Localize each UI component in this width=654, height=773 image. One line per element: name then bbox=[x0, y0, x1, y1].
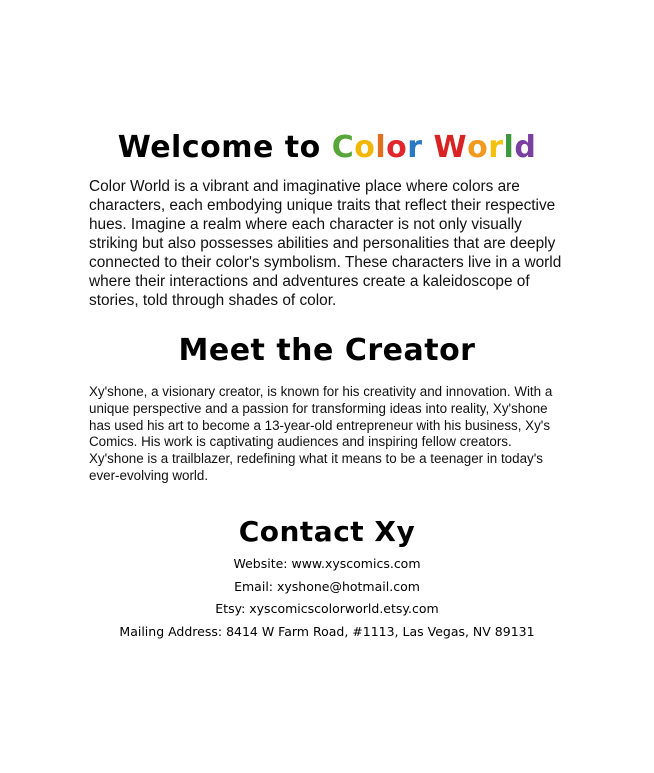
color-world-description: Color World is a vibrant and imaginative place where colors are characters, each embodying unique traits that reflect their respective hues. Imagine a realm where each character is not only visually striking but also possesses abilities and personalities that are deeply connected to their color's symbolism. These characters live in a world where their interactions and adventures create a kaleidoscope of stories, told through shades of color. bbox=[89, 178, 562, 309]
color-world-letter: C bbox=[331, 130, 355, 165]
welcome-title-prefix: Welcome to bbox=[117, 130, 332, 165]
contact-list bbox=[0, 553, 654, 643]
color-world-letter bbox=[423, 128, 434, 168]
color-world-letter: l bbox=[503, 130, 515, 165]
contact-title: Contact Xy bbox=[238, 515, 416, 548]
color-world-letter: o bbox=[467, 130, 489, 165]
color-world-letter: o bbox=[386, 130, 408, 165]
contact-email[interactable]: Email: xyshone@hotmail.com bbox=[234, 578, 420, 594]
color-world-letter: W bbox=[433, 130, 468, 165]
creator-description: Xy'shone, a visionary creator, is known for his creativity and innovation. With a unique perspective and a passion for transforming ideas into reality, Xy'shone has used his art to become a 13-year-old entrepreneur with his business, Xy's Comics. His work is captivating audiences and inspiring fellow creators. Xy'shone is a trailblazer, redefining what it means to be a teenager in today's ever-evolving world. bbox=[89, 384, 553, 483]
color-world-letter: l bbox=[375, 130, 387, 165]
color-world-letter: r bbox=[407, 130, 423, 165]
color-world-letter: d bbox=[514, 130, 537, 165]
contact-mailing-address: Mailing Address: 8414 W Farm Road, #1113, Las Vegas, NV 89131 bbox=[119, 623, 535, 639]
meet-creator-title: Meet the Creator bbox=[178, 333, 476, 368]
welcome-title bbox=[0, 128, 654, 168]
color-world-letter: r bbox=[488, 130, 504, 165]
color-world-colored-text bbox=[332, 130, 537, 165]
contact-website[interactable]: Website: www.xyscomics.com bbox=[233, 556, 421, 571]
color-world-letter: o bbox=[354, 130, 376, 165]
contact-etsy[interactable]: Etsy: xyscomicscolorworld.etsy.com bbox=[215, 601, 439, 617]
